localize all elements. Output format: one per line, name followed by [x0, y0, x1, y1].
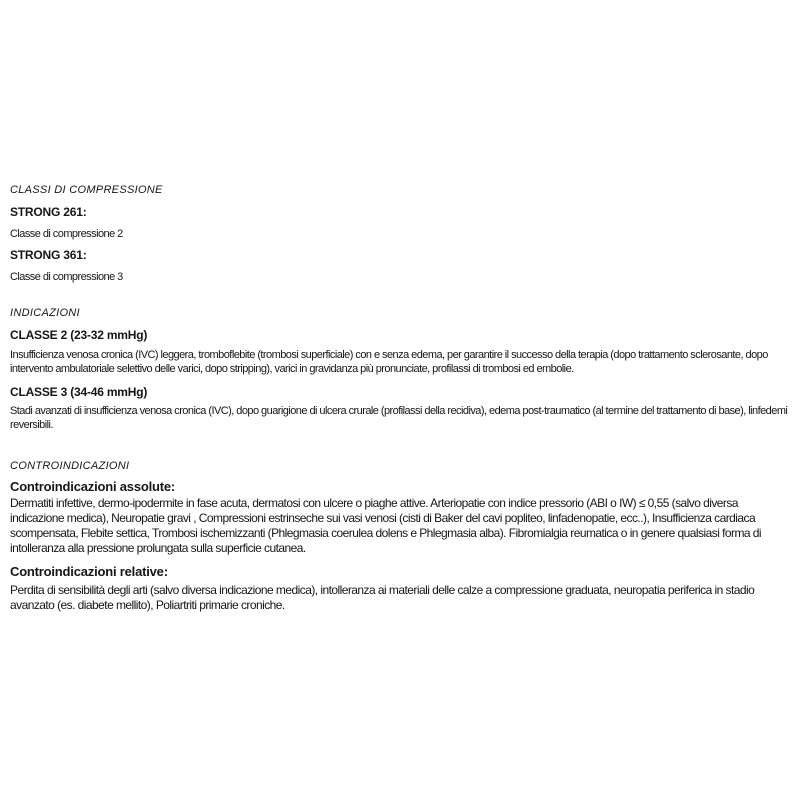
strong-361-label: STRONG 361:: [10, 248, 87, 262]
classe-2-indications-text: Insufficienza venosa cronica (IVC) leggera, tromboflebite (trombosi superficiale) con e senza edema, per garantire il successo della terapia (dopo trattamento sclerosante, dopo intervento ambulatoriale selettivo delle varici, dopo stripping), varici in gravidanza più pronunciate, profilassi di trombosi ed embolie.: [10, 349, 768, 375]
section-heading-classi-di-compressione: CLASSI DI COMPRESSIONE: [10, 184, 163, 196]
section-controindicazioni: [10, 459, 790, 613]
controindicazioni-relative-label: Controindicazioni relative:: [10, 564, 168, 579]
section-classi-di-compressione: [10, 183, 790, 284]
classe-3-label: CLASSE 3 (34-46 mmHg): [10, 385, 148, 399]
strong-261-label: STRONG 261:: [10, 205, 87, 219]
strong-361-value: Classe di compressione 3: [10, 271, 123, 283]
section-heading-indicazioni: INDICAZIONI: [10, 307, 80, 319]
controindicazioni-relative-text: Perdita di sensibilità degli arti (salvo diversa indicazione medica), intolleranza ai materiali delle calze a compressione graduata, neuropatia periferica in stadio avanzato (es. diabete mellito), Poliartriti primarie croniche.: [10, 583, 755, 612]
section-heading-controindicazioni: CONTROINDICAZIONI: [10, 460, 130, 472]
classe-2-label: CLASSE 2 (23-32 mmHg): [10, 328, 148, 342]
section-indicazioni: [10, 306, 790, 432]
strong-261-value: Classe di compressione 2: [10, 228, 123, 240]
controindicazioni-assolute-text: Dermatiti infettive, dermo-ipodermite in fase acuta, dermatosi con ulcere o piaghe attive. Arteriopatie con indice pressorio (ABI o IW) ≤ 0,55 (salvo diversa indicazione medica), Neuropatie gravi , Compressioni estrinseche sui vasi venosi (cisti di Baker del cavi popliteo, linfadenopatie, ecc..), Insufficienza cardiaca scompensata, Flebite settica, Trombosi ischemizzanti (Phlegmasia coerulea dolens e Phlegmasia alba). Fibromialgia reumatica o in genere qualsiasi forma di intolleranza alla pressione prolungata sulla superficie cutanea.: [10, 496, 762, 555]
controindicazioni-assolute-label: Controindicazioni assolute:: [10, 479, 176, 494]
classe-3-indications-text: Stadi avanzati di insufficienza venosa cronica (IVC), dopo guarigione di ulcera crurale (profilassi della recidiva), edema post-traumatico (al termine del trattamento di base), linfedemi reversibili.: [10, 405, 788, 431]
